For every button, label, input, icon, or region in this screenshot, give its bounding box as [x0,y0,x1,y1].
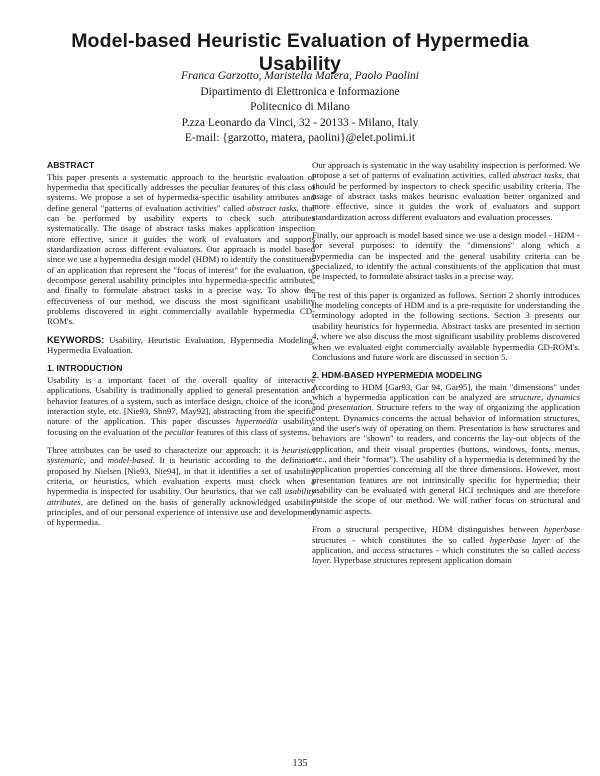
affiliation-email: E-mail: {garzotto, matera, paolini}@elet.polimi.it [184,132,416,144]
intro-text: and [85,455,108,466]
intro-emphasis: hypermedia [235,416,278,427]
affiliation-institution: Politecnico di Milano [250,101,350,113]
hdm-heading: 2. HDM-BASED HYPERMEDIA MODELING [312,370,483,381]
right-column [312,160,580,574]
body-text: Structure refers to the way of organizing the application content. Dynamics concerns the actual behavior of information structures, and the user's way of operating on them. Presentation is how structures and behaviors are "shown" to readers, and concerns the lay-out objects of the application, and their visual properties (buttons, windows, fonts, menus, etc., and their "format"). The usability of a hypermedia is determined by the application properties concerning all the three dimensions. However, most presentation features are not intrinsically specific for hypermedia; their usability can be evaluated with general HCI techniques and are therefore outside the scope of our method. We will rather focus on structural and dynamic aspects. [312,402,580,516]
intro-text: Three attributes can be used to characterize our approach: it is [47,444,283,455]
intro-emphasis: usability attributes, [47,486,315,507]
body-text: Our approach is systematic in the way usability inspection is performed. We propose a set of patterns of evaluation activities, called [312,160,580,181]
abstract-emphasis: abstract tasks [247,202,297,213]
page-number: 135 [292,758,308,769]
organization-paragraph: The rest of this paper is organized as follows. Section 2 shortly introduces the modeling concepts of HDM and is a pre-requisite for understanding the terminology adopted in the following sections. Section 3 presents our usability heuristics for hypermedia. Abstract tasks are presented in section 4, where we also discuss the most significant usability problems discovered when we evaluated eight commercially available hypermedia CD-ROM's. Conclusions and future work are discussed in section 5. [312,289,580,362]
abstract-text-a: This paper presents a systematic approach to the heuristic evaluation of hypermedia that specifically addresses the peculiar features of this class of systems. We propose a set of hypermedia-specific usability attributes and define general "patterns of evaluation activities" called [47,171,315,213]
intro-heading: 1. INTRODUCTION [47,363,123,374]
body-emphasis: abstract tasks, [512,170,565,181]
hdm-paragraph-1 [312,382,580,516]
body-text: that should be performed by inspectors to check specific usability criteria. The usage of abstract tasks makes heuristic evaluation better organized and more effective, since it guides the work of evaluators and support standardization across different evaluators and evaluation processes. [312,170,580,222]
body-emphasis: hyperbase layer [489,534,550,545]
paper-authors: Franca Garzotto, Maristella Matera, Paolo Paolini [181,70,419,82]
intro-emphasis: heuristic, systematic, [47,444,315,466]
hdm-paragraph-2 [312,524,580,565]
body-emphasis: structure, dynamics [509,392,581,403]
body-emphasis: presentation. [327,402,374,413]
abstract-text-b: , that can be performed by usability experts to check such attributes systematically. The usage of abstract tasks makes application inspection more effective, since it guides the work of evaluators and supports standardization across different evaluators. Our approach is model based since we use a hypermedia design model (HDM) to identify the constituents of an application that represent the "focus of interest" for the evaluation, to decompose general usability principles into hypermedia-specific attributes, and finally to formulate abstract tasks in a precise way. To show the effectiveness of our method, we discuss the most significant usability problems discovered in eight commercially available hypermedia CD-ROM's. [47,202,315,327]
intro-text: usability, focusing on the evaluation of the [47,416,315,437]
intro-paragraph-1 [47,375,315,437]
abstract-paragraph [47,172,315,327]
intro-text: Usability is a important facet of the overall quality of interactive applications. Usability is traditionally applied to general presentation and behavior features of a system, such as interface design, choice of the icons, interaction style, etc. [Nie93, Shn97, May92], abstracting from the specific nature of the application. This paper discusses [47,374,315,427]
body-text: According to HDM [Gar93, Gar 94, Gar95], the main "dimensions" under which a hypermedia application can be analyzed are [312,381,580,403]
intro-emphasis: model-based. [107,455,155,466]
body-text: and [312,402,328,413]
intro-emphasis: peculiar [164,426,195,437]
affiliation-address: P.zza Leonardo da Vinci, 32 - 20133 - Milano, Italy [181,117,419,129]
body-text: Hyperbase structures represent application domain [331,555,512,566]
body-text: structures - which constitutes the so called [312,534,490,545]
intro-paragraph-2 [47,445,315,528]
intro-text: features of this class of systems. [194,426,310,437]
abstract-heading: ABSTRACT [47,160,95,170]
intro-text: are defined on the basis of generally acknowledged usability principles, and of our personal experience of intensive use and development of hypermedia. [47,496,315,528]
body-emphasis: access layer. [312,544,580,566]
body-text: structures - which constitutes the so called [395,544,558,555]
body-text: From a structural perspective, HDM distinguishes between [312,524,544,535]
left-column [47,160,315,536]
keywords-paragraph [47,335,315,356]
keywords-label: KEYWORDS: [47,334,105,345]
body-text: of the application, and [312,534,580,555]
approach-paragraph-2: Finally, our approach is model based since we use a design model - HDM - for several purposes: to identify the "dimensions" along which a hypermedia can be inspected and the general usability criteria can be specialized, to identify the actual constituents of the application that must be inspected, to formulate abstract tasks in a precise way. [312,230,580,282]
keywords-text: Usability, Heuristic Evaluation, Hypermedia Modeling, Hypermedia Evaluation. [47,334,315,355]
intro-text: It is heuristic according to the definition proposed by Nielsen [Nie93, Nie94], in that it identifies a set of usability criteria, or heuristics, which evaluation experts must check when a hypermedia is inspected for usability. Our heuristics, that we call [47,455,315,497]
approach-paragraph-1 [312,160,580,222]
paper-title: Model-based Heuristic Evaluation of Hypermedia Usability [71,30,529,75]
body-emphasis: hyperbase [543,524,580,535]
body-emphasis: access [372,544,396,555]
affiliation-department: Dipartimento di Elettronica e Informazione [200,86,400,98]
